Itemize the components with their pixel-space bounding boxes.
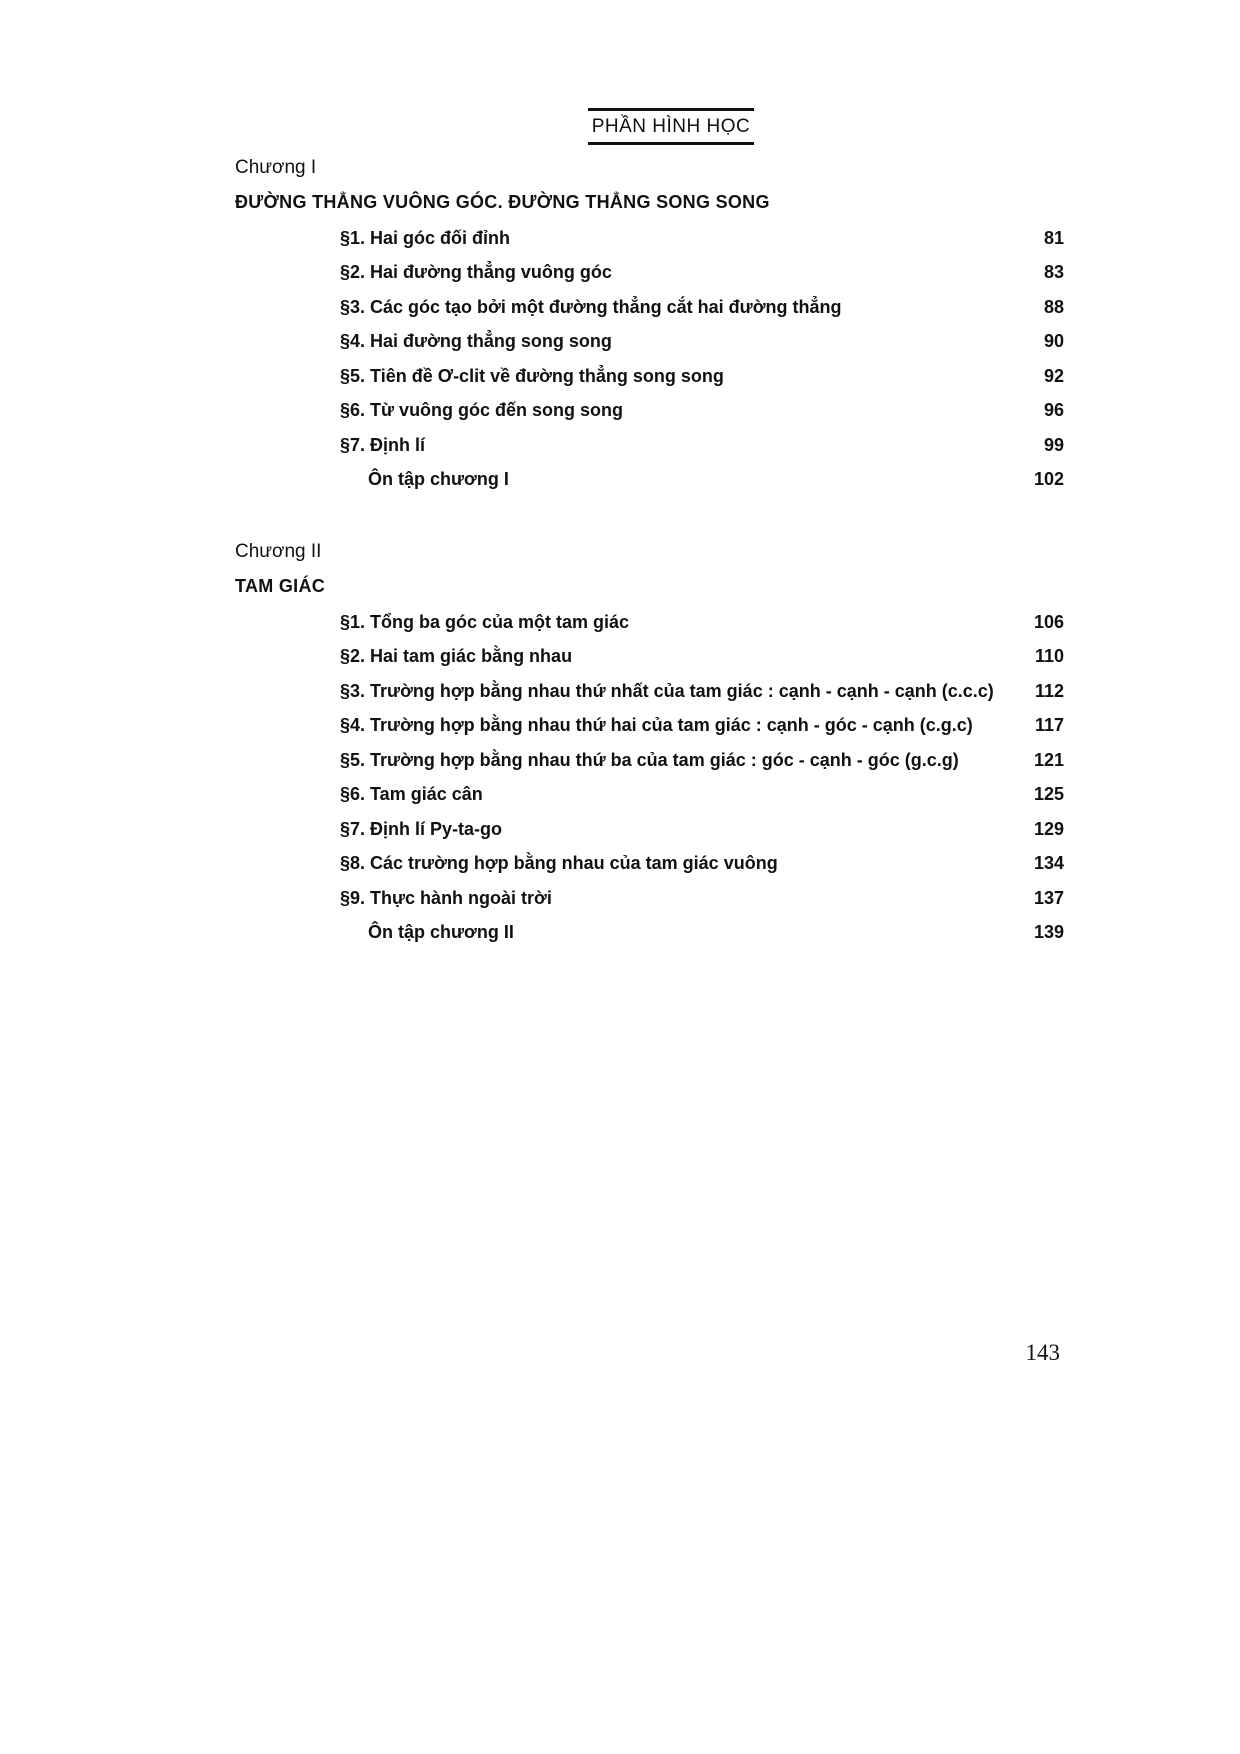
toc-entry: [235, 256, 1064, 291]
toc-entry: [235, 640, 1064, 675]
toc-entry-page: 90: [1043, 331, 1064, 352]
toc-entry-title: §4. Hai đường thẳng song song: [340, 331, 612, 352]
toc-entry-title: §5. Trường hợp bằng nhau thứ ba của tam giác : góc - cạnh - góc (g.c.g): [340, 749, 959, 770]
toc-entry-title: §5. Tiên đề Ơ-clit về đường thẳng song song: [340, 365, 724, 386]
toc-entry-page: 125: [1033, 784, 1064, 805]
toc-entry-title: §3. Các góc tạo bởi một đường thẳng cắt hai đường thẳng: [340, 296, 842, 317]
toc-entry-title: §6. Tam giác cân: [340, 784, 483, 805]
toc-entry: [235, 847, 1064, 882]
toc-entry-page: 110: [1034, 646, 1064, 667]
section-header: [588, 108, 754, 145]
chapter-items: [235, 221, 1064, 497]
toc-entry-page: 96: [1043, 400, 1064, 421]
toc-entry: [235, 605, 1064, 640]
toc-entry-page: 139: [1033, 922, 1064, 943]
toc-entry: [235, 743, 1064, 778]
toc-entry: [235, 290, 1064, 325]
toc-entry-title: §7. Định lí: [340, 434, 426, 455]
toc-entry-page: 117: [1034, 715, 1064, 736]
toc-entry-title: §2. Hai đường thẳng vuông góc: [340, 262, 612, 283]
section-header-title: PHẦN HÌNH HỌC: [591, 116, 751, 137]
toc-entry: [235, 916, 1064, 951]
chapter-label: Chương II: [235, 541, 322, 562]
toc-entry-title: §1. Tổng ba góc của một tam giác: [340, 611, 630, 632]
chapter-block: [235, 156, 1064, 497]
toc-entry-page: 81: [1043, 227, 1064, 248]
chapter-title: TAM GIÁC: [235, 576, 326, 596]
toc-entry-title: §8. Các trường hợp bằng nhau của tam giác vuông: [340, 853, 778, 874]
toc-entry-page: 129: [1033, 818, 1064, 839]
toc-entry: [235, 674, 1064, 709]
toc-entry: [235, 812, 1064, 847]
toc-entry-page: 99: [1043, 434, 1064, 455]
toc-entry: [235, 463, 1064, 498]
toc-entry-title: Ôn tập chương II: [368, 922, 514, 943]
toc-entry: [235, 325, 1064, 360]
toc-entry: [235, 778, 1064, 813]
toc-entry-title: §9. Thực hành ngoài trời: [340, 887, 552, 908]
toc-entry-title: §6. Từ vuông góc đến song song: [340, 400, 624, 421]
toc-entry: [235, 221, 1064, 256]
toc-entry-title: §1. Hai góc đối đỉnh: [340, 227, 511, 248]
toc-entry: [235, 881, 1064, 916]
toc-entry-title: §7. Định lí Py-ta-go: [340, 818, 503, 839]
toc-entry-title: Ôn tập chương I: [368, 469, 509, 490]
chapter-items: [235, 605, 1064, 950]
toc-entry-page: 102: [1033, 469, 1064, 490]
toc-entry-page: 112: [1034, 680, 1064, 701]
toc-entry: [235, 359, 1064, 394]
toc-entry: [235, 394, 1064, 429]
footer-page-number: 143: [1025, 1340, 1060, 1365]
toc-entry-page: 137: [1033, 887, 1064, 908]
toc-entry-page: 121: [1033, 749, 1064, 770]
toc-entry: [235, 709, 1064, 744]
toc-entry-page: 83: [1043, 262, 1064, 283]
toc-entry: [235, 428, 1064, 463]
toc-entry-page: 92: [1043, 365, 1064, 386]
chapter-block: [235, 540, 1064, 950]
toc-entry-page: 134: [1033, 853, 1064, 874]
chapter-label: Chương I: [235, 157, 317, 178]
toc-entry-title: §2. Hai tam giác bằng nhau: [340, 646, 573, 667]
chapter-title: ĐƯỜNG THẲNG VUÔNG GÓC. ĐƯỜNG THẲNG SONG SONG: [235, 192, 770, 212]
toc-entry-page: 106: [1033, 611, 1064, 632]
toc-entry-title: §4. Trường hợp bằng nhau thứ hai của tam giác : cạnh - góc - cạnh (c.g.c): [340, 715, 973, 736]
toc-entry-title: §3. Trường hợp bằng nhau thứ nhất của tam giác : cạnh - cạnh - cạnh (c.c.c): [340, 680, 994, 701]
toc-entry-page: 88: [1043, 296, 1064, 317]
toc-content: [235, 156, 1064, 950]
